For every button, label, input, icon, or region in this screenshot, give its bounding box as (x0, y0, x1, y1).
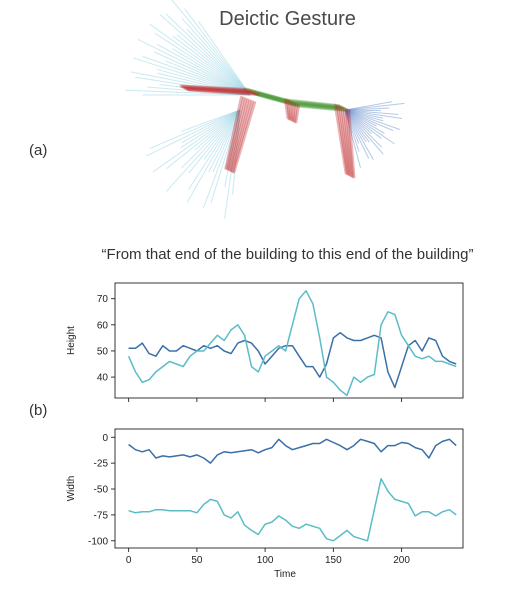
series-line-1 (129, 333, 457, 388)
x-tick-label: 0 (125, 555, 132, 566)
y-tick-label: -50 (93, 484, 108, 496)
chart-2 (66, 429, 463, 580)
x-axis-label: Time (274, 569, 296, 580)
y-tick-label: 0 (102, 432, 108, 444)
series-line-2 (129, 479, 457, 541)
y-axis-label: Width (66, 475, 77, 502)
chart-1 (66, 283, 463, 402)
y-tick-label: -25 (93, 458, 108, 470)
y-tick-label: 70 (96, 294, 108, 306)
x-tick-label: 100 (256, 555, 274, 566)
y-tick-label: 60 (96, 320, 108, 332)
x-tick-label: 150 (325, 555, 342, 566)
x-tick-label: 200 (393, 555, 410, 566)
panel-label-a: (a) (29, 142, 48, 159)
y-tick-label: -100 (87, 536, 108, 548)
y-axis-label: Height (66, 326, 77, 355)
x-tick-label: 50 (191, 555, 203, 566)
y-tick-label: 50 (96, 346, 108, 358)
y-tick-label: -75 (93, 510, 108, 522)
series-line-1 (129, 439, 457, 463)
series-line-2 (129, 291, 457, 396)
caption-quote: “From that end of the building to this end of the building” (101, 246, 474, 263)
figure-title: Deictic Gesture (219, 8, 356, 30)
panel-label-b: (b) (29, 402, 48, 419)
y-tick-label: 40 (96, 372, 108, 384)
